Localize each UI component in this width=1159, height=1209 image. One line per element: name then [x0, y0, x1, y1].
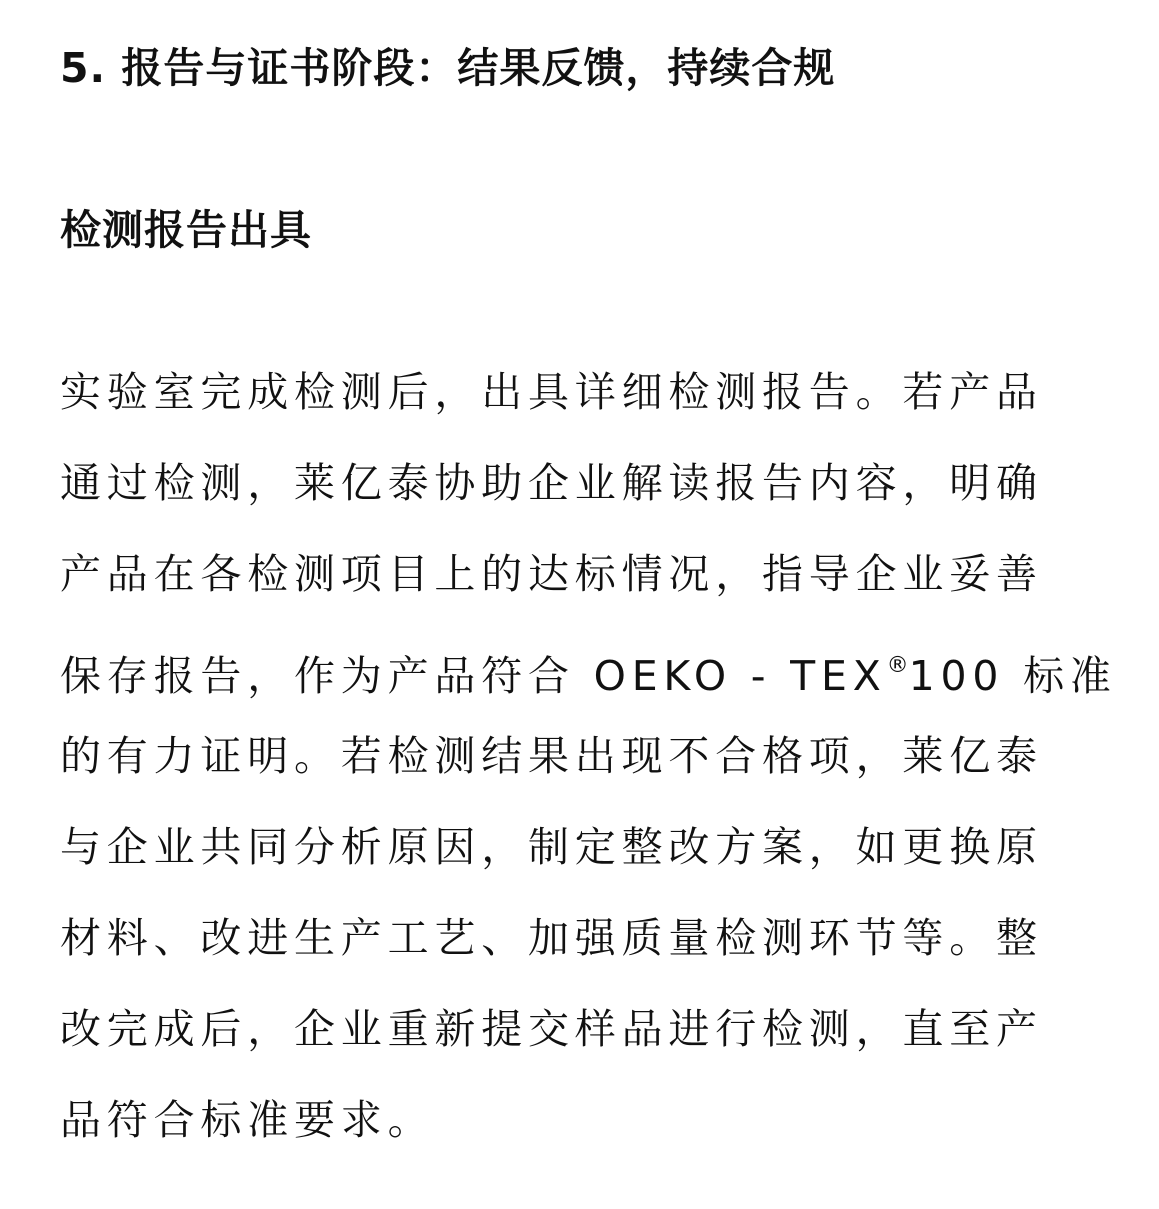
paragraph-line: 与企业共同分析原因，制定整改方案，如更换原 [60, 823, 1043, 871]
paragraph-line: 改完成后，企业重新提交样品进行检测，直至产 [60, 1005, 1043, 1053]
paragraph-line: 产品在各检测项目上的达标情况，指导企业妥善 [60, 550, 1043, 598]
paragraph-line [60, 620, 1117, 711]
body-paragraph [60, 347, 1117, 1166]
paragraph-line-text: 100 标准 [908, 652, 1117, 700]
paragraph-line: 通过检测，莱亿泰协助企业解读报告内容，明确 [60, 459, 1043, 507]
registered-mark: ® [886, 653, 909, 678]
paragraph-line: 品符合标准要求。 [60, 1096, 435, 1144]
paragraph-line: 材料、改进生产工艺、加强质量检测环节等。整 [60, 914, 1043, 962]
paragraph-line: 实验室完成检测后，出具详细检测报告。若产品 [60, 368, 1043, 416]
section-title: 5. 报告与证书阶段：结果反馈，持续合规 [60, 44, 836, 92]
paragraph-line-text: 保存报告，作为产品符合 OEKO - TEX [60, 652, 887, 700]
paragraph-line: 的有力证明。若检测结果出现不合格项，莱亿泰 [60, 732, 1043, 780]
subheading: 检测报告出具 [60, 206, 312, 254]
